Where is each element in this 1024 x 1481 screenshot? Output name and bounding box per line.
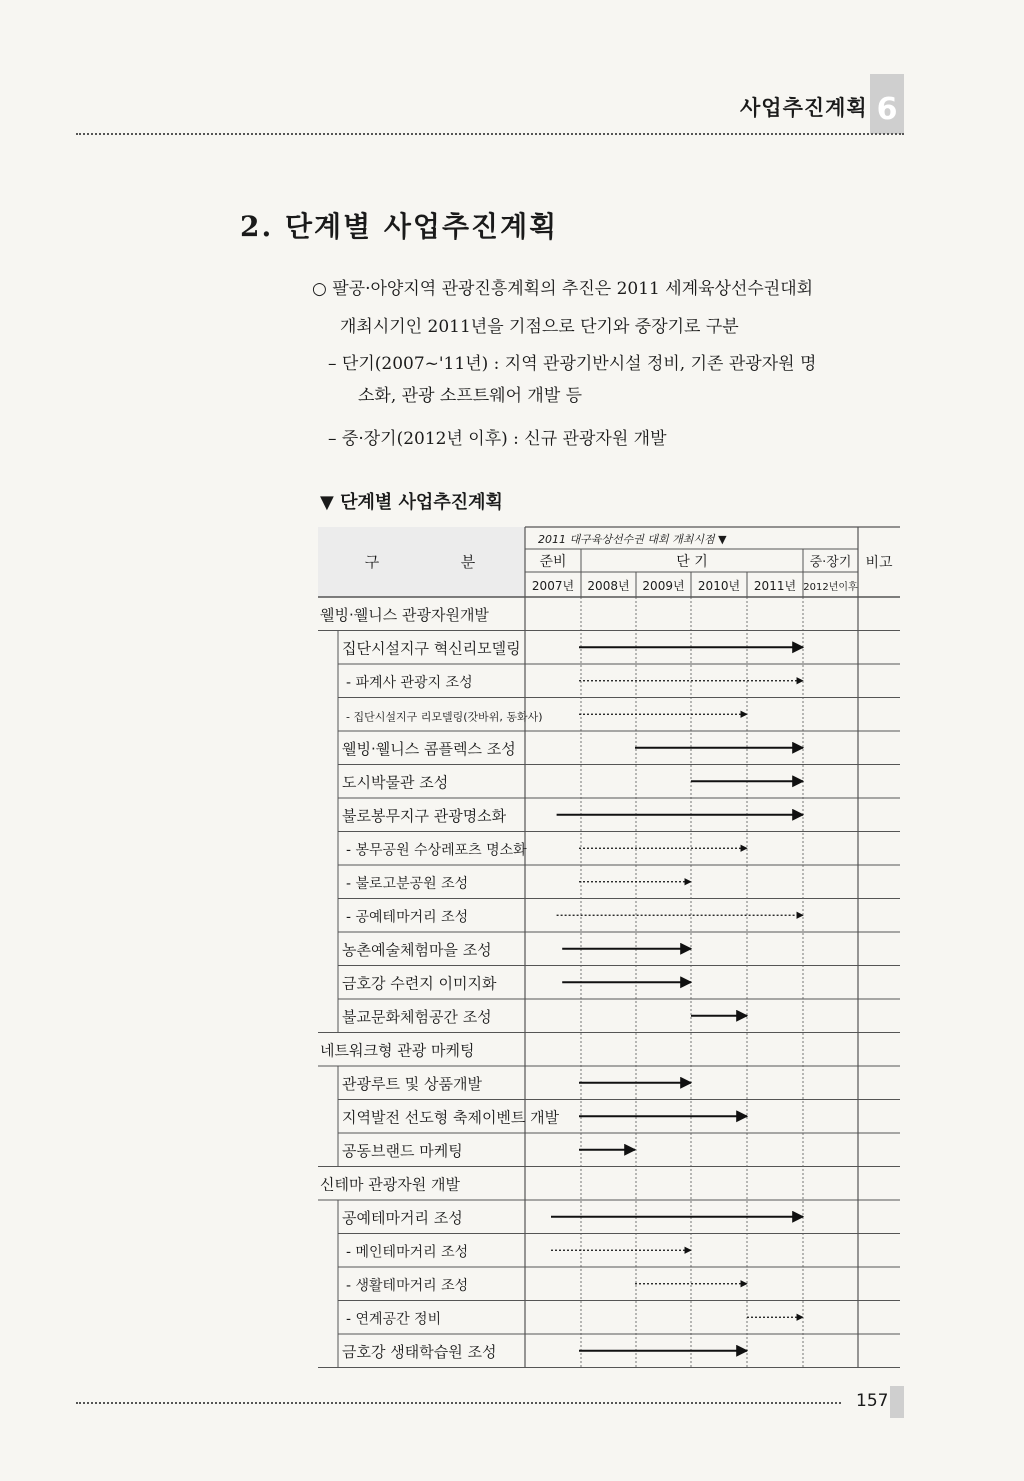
task-label: 금호강 생태학습원 조성: [342, 1342, 497, 1361]
chapter-tab: 6: [870, 74, 904, 134]
year-header-1: 2008년: [587, 579, 630, 593]
table-caption: ▼ 단계별 사업추진계획: [320, 492, 503, 513]
year-header-0: 2007년: [531, 579, 575, 593]
task-label: - 생활테마거리 조성: [346, 1277, 469, 1294]
task-label: - 파계사 관광지 조성: [346, 674, 473, 691]
body-bullet-line-2: 개최시기인 2011년을 기점으로 단기와 중장기로 구분: [340, 317, 739, 337]
prep-header: 준비: [539, 554, 567, 570]
short-term-header: 단 기: [676, 554, 708, 570]
year-header-5: 2012년이후: [803, 582, 858, 593]
task-label: 금호강 수련지 이미지화: [342, 974, 497, 993]
task-label: 불로봉무지구 관광명소화: [342, 806, 507, 825]
task-label: 농촌예술체험마을 조성: [342, 940, 492, 959]
footer-divider: [76, 1402, 841, 1404]
gubun-label-a: 구: [364, 553, 380, 571]
task-label: 지역발전 선도형 축제이벤트 개발: [342, 1108, 560, 1127]
body-bullet-line-1: ○ 팔공·아양지역 관광진흥계획의 추진은 2011 세계육상선수권대회: [312, 279, 814, 299]
header-shade: [318, 527, 525, 597]
mid-long-term-header: 중·장기: [809, 555, 852, 570]
page-number: 157: [856, 1391, 889, 1411]
task-label: - 메인테마거리 조성: [346, 1244, 469, 1261]
footer-tab: [890, 1386, 904, 1418]
task-label: - 봉무공원 수상레포츠 명소화: [346, 842, 527, 859]
category-label: 신테마 관광자원 개발: [320, 1175, 460, 1194]
task-label: 집단시설지구 혁신리모델링: [342, 639, 521, 658]
year-header-4: 2011년: [753, 579, 797, 593]
task-label: - 집단시설지구 리모델링(갓바위, 동화사): [346, 710, 543, 724]
task-label: - 불로고분공원 조성: [346, 875, 469, 892]
task-label: 도시박물관 조성: [342, 773, 449, 792]
task-label: 공예테마거리 조성: [342, 1208, 463, 1227]
section-title: 2. 단계별 사업추진계획: [240, 210, 559, 243]
task-label: 웰빙·웰니스 콤플렉스 조성: [342, 739, 516, 758]
body-short-term-line-1: – 단기(2007~'11년) : 지역 관광기반시설 정비, 기존 관광자원 명: [328, 354, 817, 374]
running-header-title: 사업추진계획: [740, 96, 868, 120]
year-header-2: 2009년: [642, 579, 685, 593]
body-short-term-line-2: 소화, 관광 소프트웨어 개발 등: [358, 386, 583, 406]
milestone-label: 2011 대구육상선수권 대회 개최시점 ▼: [538, 533, 727, 546]
task-label: - 공예테마거리 조성: [346, 909, 469, 926]
task-label: 불교문화체험공간 조성: [342, 1007, 492, 1026]
category-label: 네트워크형 관광 마케팅: [320, 1041, 475, 1060]
body-mid-term-line: – 중·장기(2012년 이후) : 신규 관광자원 개발: [328, 429, 667, 449]
category-label: 웰빙·웰니스 관광자원개발: [320, 605, 489, 624]
task-label: 관광루트 및 상품개발: [342, 1074, 482, 1093]
remark-header: 비고: [865, 555, 893, 571]
gubun-label-b: 분: [460, 553, 476, 571]
year-header-3: 2010년: [697, 579, 741, 593]
task-label: - 연계공간 정비: [346, 1311, 442, 1328]
task-label: 공동브랜드 마케팅: [342, 1141, 463, 1160]
